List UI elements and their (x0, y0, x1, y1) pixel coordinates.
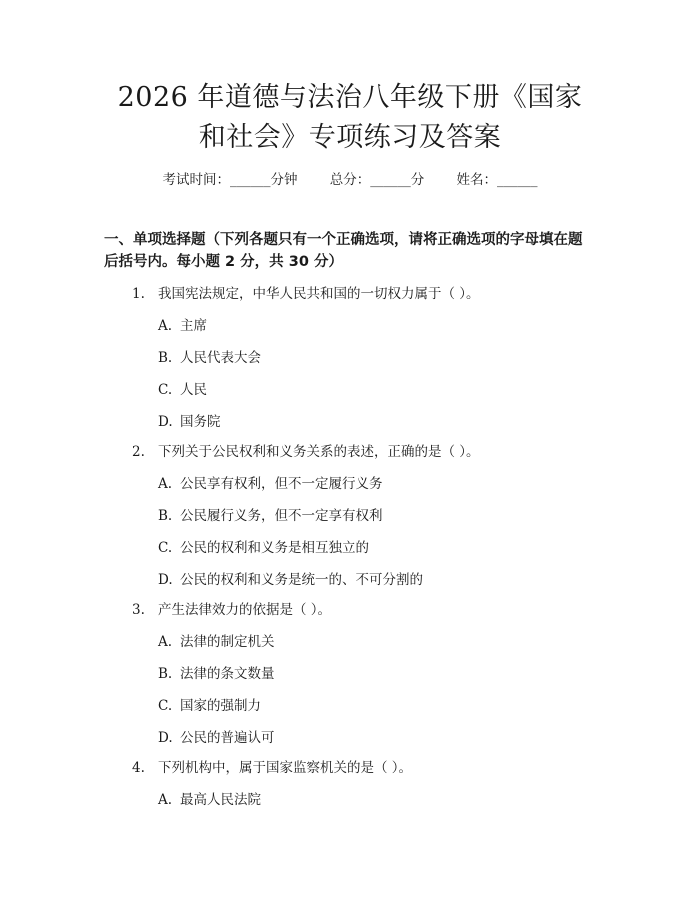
student-name-field: 姓名：______ (456, 172, 538, 188)
exam-time-field: 考试时间：______分钟 (162, 172, 298, 188)
section-heading: 一、单项选择题（下列各题只有一个正确选项，请将正确选项的字母填在题后括号内。每小题 2 分，共 30 分） (104, 232, 583, 270)
question-stem: 下列机构中，属于国家监察机关的是（ ）。 (158, 760, 413, 776)
option-4a (158, 791, 261, 809)
question-3 (132, 601, 331, 619)
option-text: 主席 (180, 318, 207, 334)
option-text: 法律的制定机关 (180, 634, 275, 650)
question-2 (132, 443, 480, 461)
option-text: 公民的权利和义务是相互独立的 (180, 540, 369, 556)
option-letter: B. (158, 350, 173, 366)
option-text: 公民的权利和义务是统一的、不可分割的 (180, 572, 423, 588)
option-1b (158, 349, 261, 367)
option-1c (158, 381, 207, 399)
question-stem: 我国宪法规定，中华人民共和国的一切权力属于（ ）。 (158, 286, 480, 302)
option-2c (158, 539, 369, 557)
option-3b (158, 665, 275, 683)
question-stem: 产生法律效力的依据是（ ）。 (158, 602, 332, 618)
exam-meta (0, 168, 700, 188)
option-letter: D. (158, 730, 173, 746)
option-2d (158, 571, 423, 589)
option-text: 公民的普遍认可 (180, 730, 275, 746)
option-letter: D. (158, 572, 173, 588)
option-1a (158, 317, 207, 335)
option-letter: A. (158, 792, 173, 808)
option-text: 国务院 (180, 414, 221, 430)
option-letter: C. (158, 540, 173, 556)
option-text: 国家的强制力 (180, 698, 261, 714)
option-1d (158, 413, 221, 431)
option-2b (158, 507, 383, 525)
page-title: 2026 年道德与法治八年级下册《国家和社会》专项练习及答案 (117, 82, 583, 153)
option-letter: D. (158, 414, 173, 430)
option-text: 人民代表大会 (180, 350, 261, 366)
option-text: 公民履行义务，但不一定享有权利 (180, 508, 383, 524)
option-3a (158, 633, 275, 651)
option-text: 人民 (180, 382, 207, 398)
option-letter: C. (158, 382, 173, 398)
question-number: 1. (132, 286, 145, 302)
option-text: 公民享有权利，但不一定履行义务 (180, 476, 383, 492)
total-score-field: 总分：______分 (329, 172, 425, 188)
option-2a (158, 475, 383, 493)
option-letter: A. (158, 476, 173, 492)
question-1 (132, 285, 480, 303)
option-3c (158, 697, 261, 715)
option-text: 最高人民法院 (180, 792, 261, 808)
option-letter: B. (158, 666, 173, 682)
option-letter: C. (158, 698, 173, 714)
option-3d (158, 729, 275, 747)
question-number: 2. (132, 444, 145, 460)
question-stem: 下列关于公民权利和义务关系的表述，正确的是（ ）。 (158, 444, 480, 460)
option-letter: A. (158, 634, 173, 650)
question-number: 3. (132, 602, 145, 618)
option-letter: A. (158, 318, 173, 334)
question-number: 4. (132, 760, 145, 776)
question-4 (132, 759, 412, 777)
option-text: 法律的条文数量 (180, 666, 275, 682)
option-letter: B. (158, 508, 173, 524)
